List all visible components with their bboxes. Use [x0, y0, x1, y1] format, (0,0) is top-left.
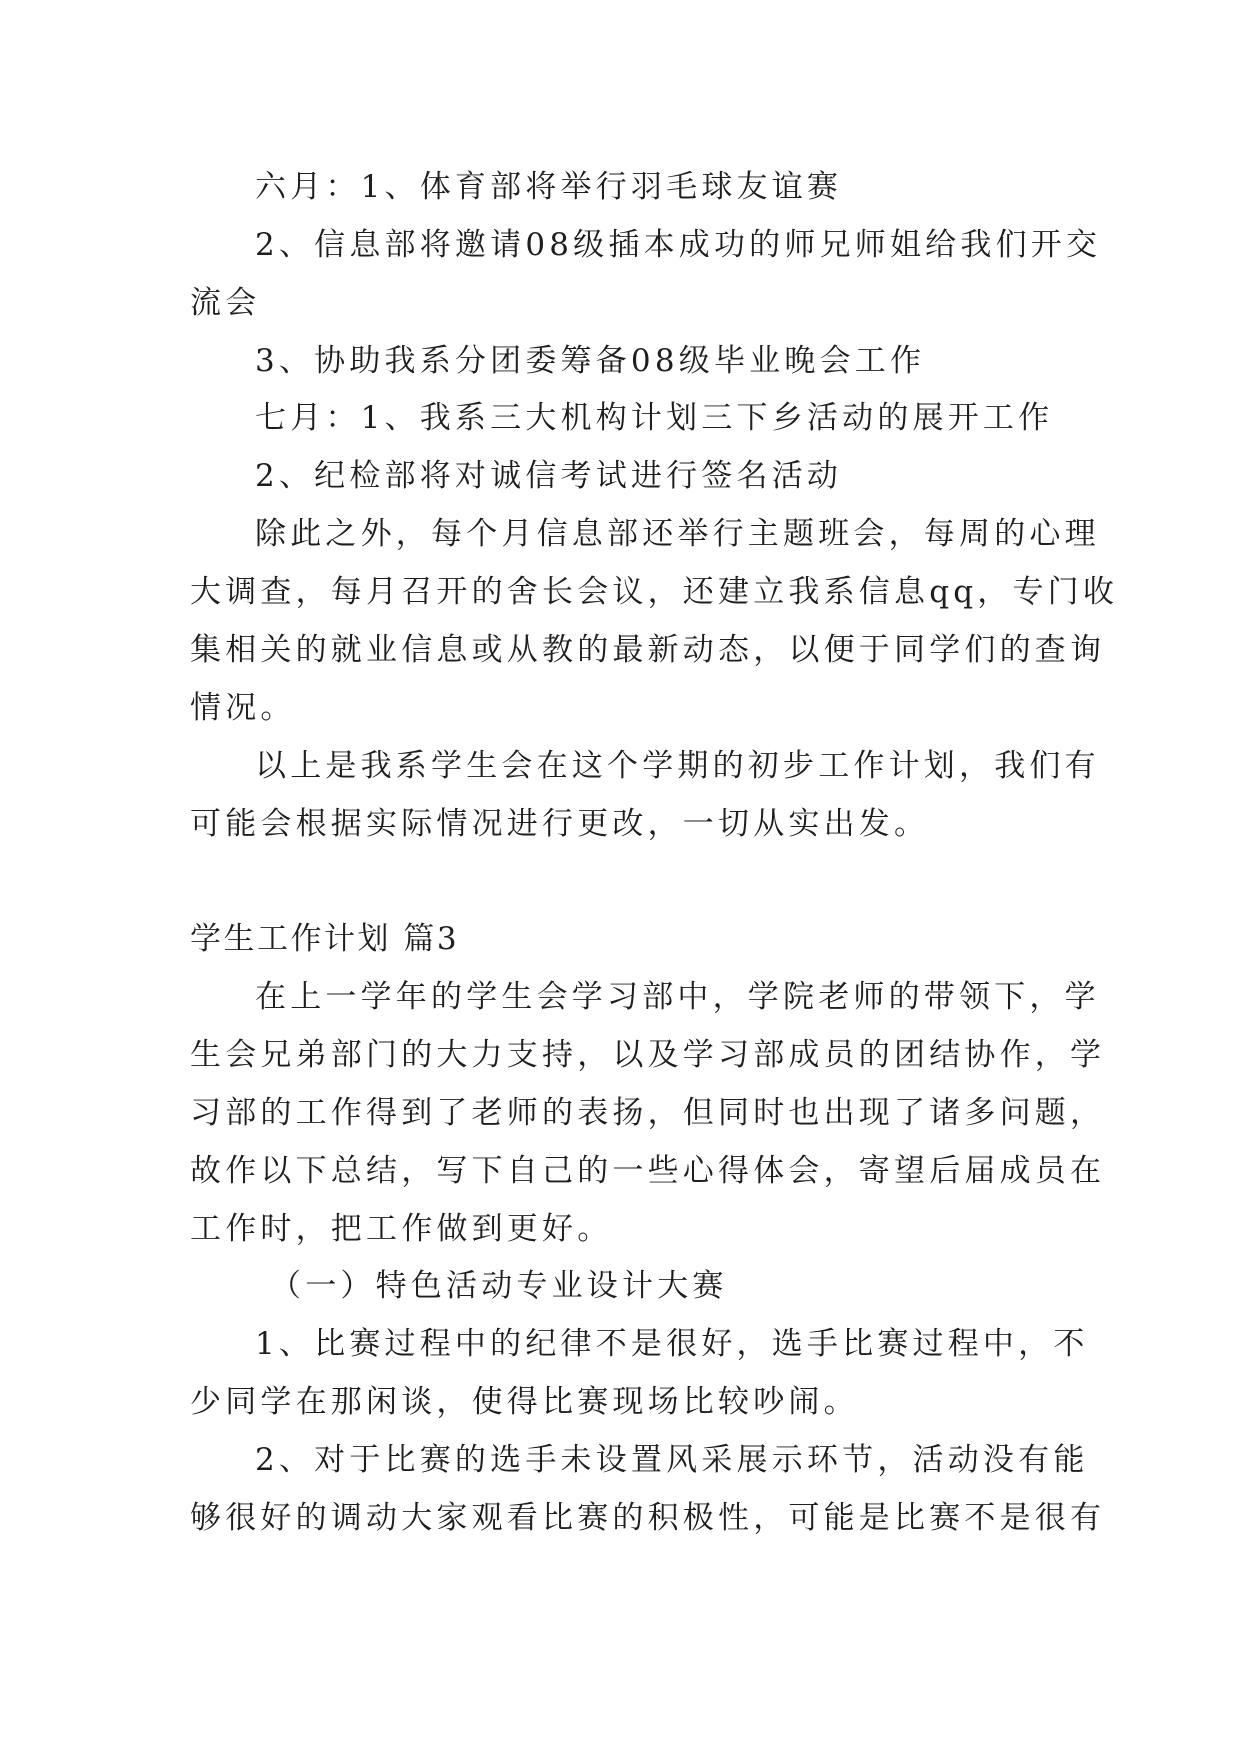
- text-line: 七月：1、我系三大机构计划三下乡活动的展开工作: [255, 400, 1054, 436]
- text-line: 少同学在那闲谈，使得比赛现场比较吵闹。: [190, 1384, 859, 1420]
- section-heading: 学生工作计划 篇3: [190, 921, 460, 957]
- text-line: 2、信息部将邀请08级插本成功的师兄师姐给我们开交: [255, 227, 1102, 263]
- text-line: 2、纪检部将对诚信考试进行签名活动: [255, 458, 843, 494]
- text-line: 3、协助我系分团委筹备08级毕业晚会工作: [255, 343, 926, 379]
- text-line: 2、对于比赛的选手未设置风采展示环节，活动没有能: [255, 1442, 1089, 1478]
- text-line: 故作以下总结，写下自己的一些心得体会，寄望后届成员在: [190, 1153, 1106, 1189]
- text-line: 生会兄弟部门的大力支持，以及学习部成员的团结协作，学: [190, 1037, 1106, 1073]
- text-line: 流会: [190, 285, 261, 321]
- text-line: 除此之外，每个月信息部还举行主题班会，每周的心理: [255, 516, 1100, 552]
- text-line: 以上是我系学生会在这个学期的初步工作计划，我们有: [255, 748, 1100, 784]
- text-line: 可能会根据实际情况进行更改，一切从实出发。: [190, 806, 930, 842]
- text-line: 大调查，每月召开的舍长会议，还建立我系信息qq，专门收: [190, 574, 1119, 610]
- text-line: 六月：1、体育部将举行羽毛球友谊赛: [255, 169, 843, 205]
- text-line: 在上一学年的学生会学习部中，学院老师的带领下，学: [255, 979, 1100, 1015]
- text-line: 习部的工作得到了老师的表扬，但同时也出现了诸多问题，: [190, 1095, 1106, 1131]
- text-line: 情况。: [190, 690, 296, 726]
- text-line: 1、比赛过程中的纪律不是很好，选手比赛过程中，不: [255, 1326, 1089, 1362]
- text-line: 够很好的调动大家观看比赛的积极性，可能是比赛不是很有: [190, 1500, 1106, 1536]
- text-line: 集相关的就业信息或从教的最新动态，以便于同学们的查询: [190, 632, 1106, 668]
- text-line: 工作时，把工作做到更好。: [190, 1211, 613, 1247]
- subsection-heading: （一）特色活动专业设计大赛: [270, 1268, 728, 1304]
